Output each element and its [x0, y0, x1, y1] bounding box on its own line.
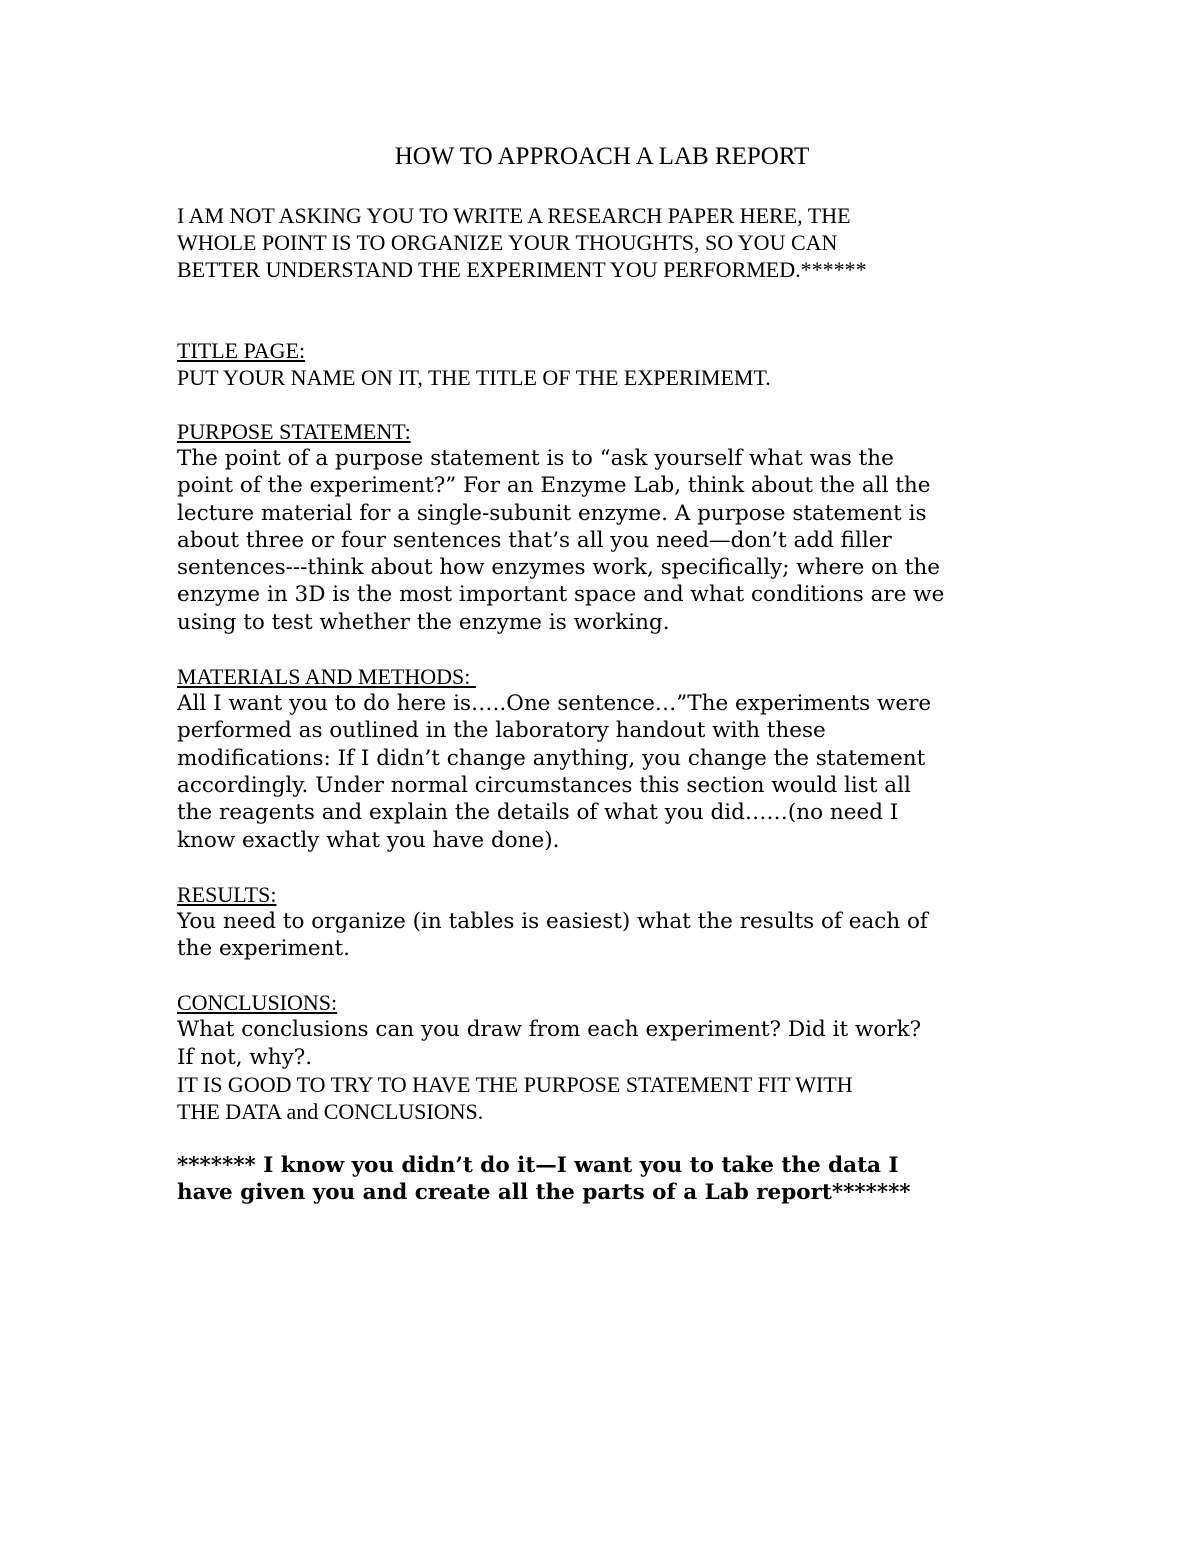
section-line: All I want you to do here is…..One sentence…”The experiments were [177, 691, 932, 717]
section-line: modifications: If I didn’t change anything, you change the statement [177, 745, 926, 771]
section-line: If not, why?. [177, 1044, 313, 1070]
section-heading-results: RESULTS: [177, 881, 277, 907]
section-heading-purpose: PURPOSE STATEMENT: [177, 419, 411, 444]
intro-line: WHOLE POINT IS TO ORGANIZE YOUR THOUGHTS, SO YOU CAN [177, 230, 838, 255]
section-line: sentences---think about how enzymes work, specifically; where on the [177, 555, 940, 581]
conclusions-section [177, 989, 1037, 1125]
section-heading-conclusions: CONCLUSIONS: [177, 990, 338, 1016]
section-line: performed as outlined in the laboratory handout with these [177, 718, 826, 744]
closing-line: have given you and create all the parts of a Lab report******* [177, 1180, 911, 1206]
document-body [177, 140, 1037, 1207]
section-line: the experiment. [177, 936, 350, 962]
title-page-section [177, 337, 1037, 391]
section-line: IT IS GOOD TO TRY TO HAVE THE PURPOSE STATEMENT FIT WITH [177, 1072, 853, 1098]
section-line: The point of a purpose statement is to “ask yourself what was the [177, 446, 894, 471]
section-line: lecture material for a single-subunit enzyme. A purpose statement is [177, 500, 927, 526]
materials-section [177, 663, 1037, 854]
section-line: using to test whether the enzyme is working. [177, 609, 670, 635]
section-line: PUT YOUR NAME ON IT, THE TITLE OF THE EXPERIMEMT. [177, 365, 771, 390]
results-section [177, 881, 1037, 963]
section-line: You need to organize (in tables is easiest) what the results of each of [177, 908, 928, 934]
section-line: accordingly. Under normal circumstances this section would list all [177, 772, 911, 798]
intro-paragraph [177, 202, 1037, 283]
section-heading-materials: MATERIALS AND METHODS: [177, 664, 476, 690]
closing-note [177, 1152, 1037, 1207]
section-heading-title-page: TITLE PAGE: [177, 338, 306, 363]
section-line: about three or four sentences that’s all you need—don’t add filler [177, 527, 892, 553]
intro-line: BETTER UNDERSTAND THE EXPERIMENT YOU PERFORMED.****** [177, 257, 867, 282]
section-line: point of the experiment?” For an Enzyme Lab, think about the all the [177, 473, 931, 499]
section-line: THE DATA and CONCLUSIONS. [177, 1099, 484, 1125]
section-line: What conclusions can you draw from each experiment? Did it work? [177, 1017, 922, 1043]
section-line: know exactly what you have done). [177, 827, 560, 853]
intro-line: I AM NOT ASKING YOU TO WRITE A RESEARCH PAPER HERE, THE [177, 203, 851, 228]
document-title: HOW TO APPROACH A LAB REPORT [394, 143, 810, 170]
closing-line: ******* I know you didn’t do it—I want you to take the data I [177, 1153, 899, 1179]
section-line: enzyme in 3D is the most important space and what conditions are we [177, 582, 945, 608]
purpose-section [177, 418, 1037, 636]
section-line: the reagents and explain the details of what you did……(no need I [177, 800, 899, 826]
